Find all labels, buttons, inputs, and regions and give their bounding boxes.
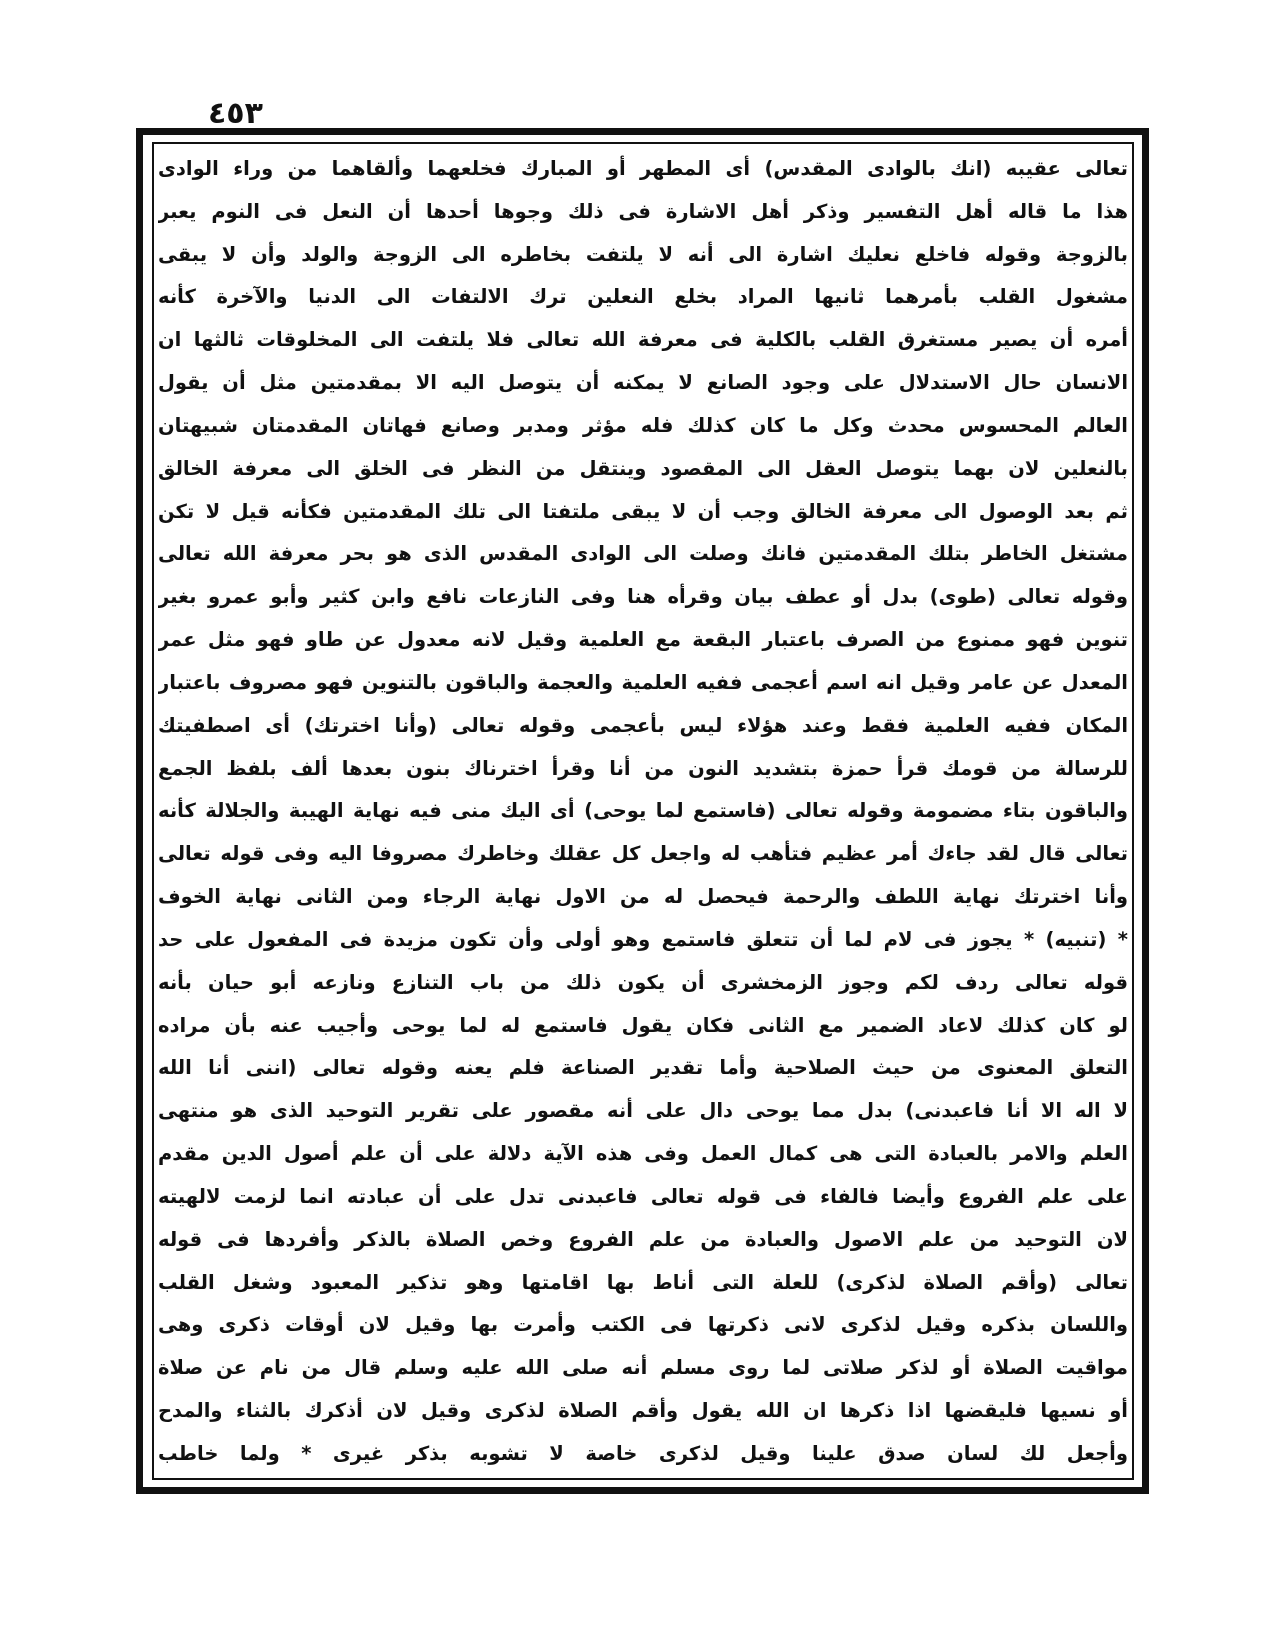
text-line: المعدل عن عامر وقيل انه اسم أعجمى ففيه العلمية والعجمة والباقون بالتنوين فهو مصروف باعتبار [158,670,1128,694]
text-line: هذا ما قاله أهل التفسير وذكر أهل الاشارة فى ذلك وجوها أحدها أن النعل فى النوم يعبر [158,199,1128,223]
text-line: لو كان كذلك لاعاد الضمير مع الثانى فكان يقول فاستمع له لما يوحى وأجيب عنه بأن مراده [158,1013,1128,1037]
text-line: واللسان بذكره وقيل لذكرى لانى ذكرتها فى الكتب وأمرت بها وقيل لان أوقات ذكرى وهى [158,1313,1128,1337]
text-line: العالم المحسوس محدث وكل ما كان كذلك فله مؤثر ومدبر وصانع فهاتان المقدمتان شبيهتان [158,413,1128,437]
text-line: وقوله تعالى (طوى) بدل أو عطف بيان وقرأه هنا وفى النازعات نافع وابن كثير وأبو عمرو بغير [158,585,1128,609]
text-line: بالزوجة وقوله فاخلع نعليك اشارة الى أنه لا يلتفت بخاطره الى الزوجة والولد وأن لا يبقى [158,242,1128,266]
text-line: المكان ففيه العلمية فقط وعند هؤلاء ليس بأعجمى وقوله تعالى (وأنا اخترتك) أى اصطفيتك [158,713,1128,737]
text-line: ثم بعد الوصول الى معرفة الخالق وجب أن لا يبقى ملتفتا الى تلك المقدمتين فكأنه قيل لا تكن [158,499,1128,523]
text-line: * (تنبيه) * يجوز فى لام لما أن تتعلق فاستمع وهو أولى وأن تكون مزيدة فى المفعول على حد [158,927,1128,951]
text-line: أمره أن يصير مستغرق القلب بالكلية فى معرفة الله تعالى فلا يلتفت الى المخلوقات ثالثها ان [158,328,1128,352]
text-line: تنوين فهو ممنوع من الصرف باعتبار البقعة مع العلمية وقيل لانه معدول عن طاو فهو مثل عمر [158,628,1128,652]
text-line: العلم والامر بالعبادة التى هى كمال العمل وفى هذه الآية دلالة على أن علم أصول الدين مقدم [158,1142,1128,1166]
text-line: على علم الفروع وأيضا فالفاء فى قوله تعالى فاعبدنى تدل على أن عبادته انما لزمت لالهيته [158,1184,1128,1208]
text-body [158,150,1128,1472]
text-line: وأجعل لك لسان صدق علينا وقيل لذكرى خاصة لا تشوبه بذكر غيرى * ولما خاطب [158,1441,1128,1465]
text-line: بالنعلين لان بهما يتوصل العقل الى المقصود وينتقل من النظر فى الخلق الى معرفة الخالق [158,456,1128,480]
text-line: تعالى (وأقم الصلاة لذكرى) للعلة التى أناط بها اقامتها وهو تذكير المعبود وشغل القلب [158,1270,1128,1294]
text-line: مواقيت الصلاة أو لذكر صلاتى لما روى مسلم أنه صلى الله عليه وسلم قال من نام عن صلاة [158,1356,1128,1380]
text-line: مشتغل الخاطر بتلك المقدمتين فانك وصلت الى الوادى المقدس الذى هو بحر معرفة الله تعالى [158,542,1128,566]
text-line: لا اله الا أنا فاعبدنى) بدل مما يوحى دال على أنه مقصور على تقرير التوحيد الذى هو منتهى [158,1099,1128,1123]
text-line: تعالى قال لقد جاءك أمر عظيم فتأهب له واجعل كل عقلك وخاطرك مصروفا اليه وفى قوله تعالى [158,842,1128,866]
text-line: التعلق المعنوى من حيث الصلاحية وأما تقدير الصناعة فلم يعنه وقوله تعالى (اننى أنا الله [158,1056,1128,1080]
text-line: مشغول القلب بأمرهما ثانيها المراد بخلع النعلين ترك الالتفات الى الدنيا والآخرة كأنه [158,285,1128,309]
text-line: للرسالة من قومك قرأ حمزة بتشديد النون من أنا وقرأ اخترناك بنون بعدها ألف بلفظ الجمع [158,756,1128,780]
page-number: ٤٥٣ [208,96,263,131]
text-line: وأنا اخترتك نهاية اللطف والرحمة فيحصل له من الاول نهاية الرجاء ومن الثانى نهاية الخوف [158,885,1128,909]
text-line: الانسان حال الاستدلال على وجود الصانع لا يمكنه أن يتوصل اليه الا بمقدمتين مثل أن يقول [158,371,1128,395]
text-line: تعالى عقيبه (انك بالوادى المقدس) أى المطهر أو المبارك فخلعهما وألقاهما من وراء الوادى [158,157,1128,180]
text-line: قوله تعالى ردف لكم وجوز الزمخشرى أن يكون ذلك من باب التنازع ونازعه أبو حيان بأنه [158,970,1128,994]
text-line: أو نسيها فليقضها اذا ذكرها ان الله يقول وأقم الصلاة لذكرى وقيل لان أذكرك بالثناء والمدح [158,1399,1128,1423]
text-line: والباقون بتاء مضمومة وقوله تعالى (فاستمع لما يوحى) أى اليك منى فيه نهاية الهيبة والجلالة كأنه [158,799,1128,823]
text-line: لان التوحيد من علم الاصول والعبادة من علم الفروع وخص الصلاة بالذكر وأفردها فى قوله [158,1227,1128,1251]
